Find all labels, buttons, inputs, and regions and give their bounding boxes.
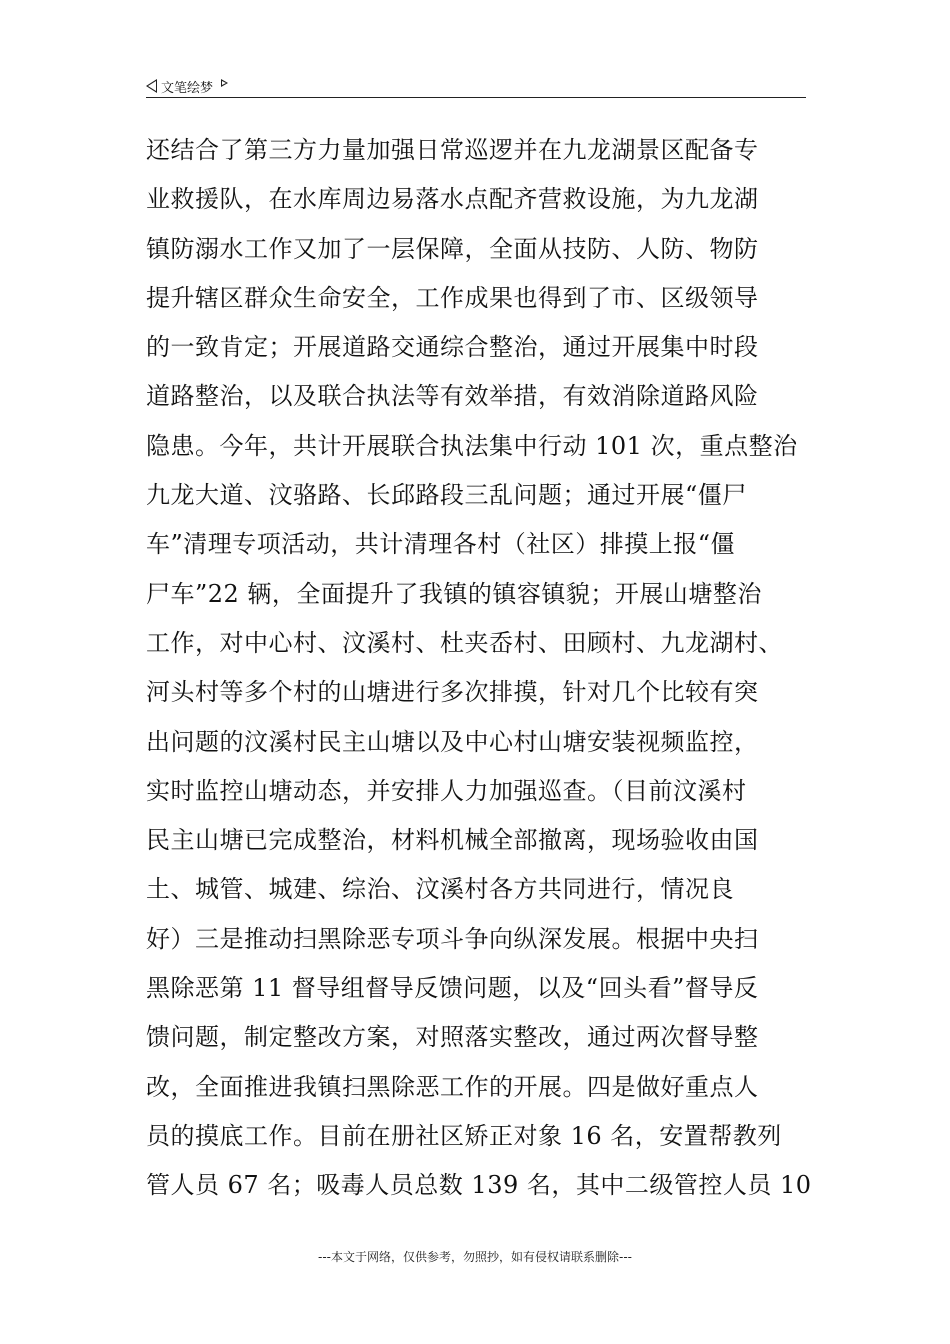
text-line: 出问题的汶溪村民主山塘以及中心村山塘安装视频监控， bbox=[146, 727, 759, 756]
text-line: 九龙大道、汶骆路、长邱路段三乱问题；通过开展“僵尸 bbox=[146, 481, 747, 510]
text-line: 黑除恶第 11 督导组督导反馈问题，以及“回头看”督导反 bbox=[146, 974, 759, 1003]
text-line: 道路整治，以及联合执法等有效举措，有效消除道路风险 bbox=[146, 382, 759, 411]
text-line: 镇防溺水工作又加了一层保障，全面从技防、人防、物防 bbox=[146, 234, 759, 263]
header-divider bbox=[146, 97, 806, 98]
text-line: 改，全面推进我镇扫黑除恶工作的开展。四是做好重点人 bbox=[146, 1072, 759, 1101]
text-line: 土、城管、城建、综治、汶溪村各方共同进行，情况良 bbox=[146, 875, 734, 904]
text-line: 馈问题，制定整改方案，对照落实整改，通过两次督导整 bbox=[146, 1023, 759, 1052]
text-line: 民主山塘已完成整治，材料机械全部撤离，现场验收由国 bbox=[146, 826, 759, 855]
text-line: 工作，对中心村、汶溪村、杜夹岙村、田顾村、九龙湖村、 bbox=[146, 628, 783, 657]
text-line: 提升辖区群众生命安全，工作成果也得到了市、区级领导 bbox=[146, 283, 759, 312]
text-line: 管人员 67 名；吸毒人员总数 139 名，其中二级管控人员 10 bbox=[146, 1171, 812, 1200]
text-line: 隐患。今年，共计开展联合执法集中行动 101 次，重点整治 bbox=[146, 431, 798, 460]
text-line: 实时监控山塘动态，并安排人力加强巡查。（目前汶溪村 bbox=[146, 776, 747, 805]
text-line: 业救援队，在水库周边易落水点配齐营救设施，为九龙湖 bbox=[146, 185, 759, 214]
text-line: 车”清理专项活动，共计清理各村（社区）排摸上报“僵 bbox=[146, 530, 736, 559]
body-text bbox=[146, 128, 816, 1213]
page-header bbox=[146, 74, 806, 98]
left-triangle-icon bbox=[146, 79, 157, 93]
text-line: 员的摸底工作。目前在册社区矫正对象 16 名，安置帮教列 bbox=[146, 1121, 782, 1150]
header-title: 文笔绘梦 bbox=[161, 80, 214, 96]
right-triangle-icon bbox=[221, 79, 228, 87]
text-line: 的一致肯定；开展道路交通综合整治，通过开展集中时段 bbox=[146, 333, 759, 362]
text-line: 好）三是推动扫黑除恶专项斗争向纵深发展。根据中央扫 bbox=[146, 924, 759, 953]
text-line: 河头村等多个村的山塘进行多次排摸，针对几个比较有突 bbox=[146, 678, 759, 707]
footer-disclaimer: ---本文于网络，仅供参考，勿照抄，如有侵权请联系删除--- bbox=[318, 1250, 632, 1264]
text-line: 尸车”22 辆，全面提升了我镇的镇容镇貌；开展山塘整治 bbox=[146, 579, 762, 608]
text-line: 还结合了第三方力量加强日常巡逻并在九龙湖景区配备专 bbox=[146, 136, 759, 164]
